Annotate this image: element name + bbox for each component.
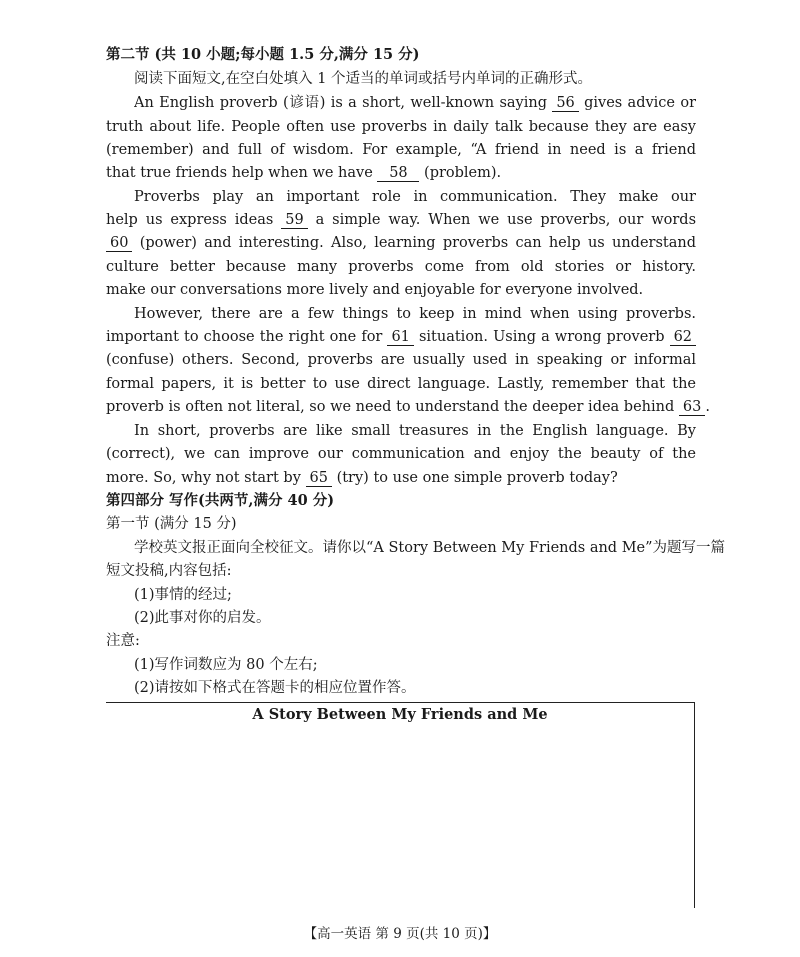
passage-line: However, there are a few things to keep in mind when using proverbs. bbox=[134, 306, 696, 322]
blank-61[interactable]: 61 bbox=[387, 329, 413, 346]
answer-box-title: A Story Between My Friends and Me bbox=[252, 706, 548, 723]
blank-65[interactable]: 65 bbox=[306, 470, 332, 487]
section-instruction: 阅读下面短文,在空白处填入 1 个适当的单词或括号内单词的正确形式。 bbox=[134, 71, 593, 87]
passage-line: truth about life. People often use proverbs in daily talk because they are easy bbox=[106, 116, 696, 138]
blank-58[interactable]: 58 bbox=[377, 165, 419, 182]
passage-line: that true friends help when we have 58 (problem). bbox=[106, 165, 502, 181]
note-2: (2)请按如下格式在答题卡的相应位置作答。 bbox=[134, 680, 416, 696]
page-footer: 【高一英语 第 9 页(共 10 页)】 bbox=[303, 926, 497, 942]
passage-line: important to choose the right one for 61 situation. Using a wrong proverb 62 bbox=[106, 326, 696, 348]
note-1: (1)写作词数应为 80 个左右; bbox=[134, 657, 318, 673]
passage-line: more. So, why not start by 65 (try) to use one simple proverb today? bbox=[106, 470, 618, 486]
passage-line: make our conversations more lively and enjoyable for everyone involved. bbox=[106, 282, 644, 298]
passage-line: 60 (power) and interesting. Also, learning proverbs can help us understand bbox=[106, 232, 696, 254]
part4-heading: 第四部分 写作(共两节,满分 40 分) bbox=[106, 492, 335, 509]
passage-line: Proverbs play an important role in communication. They make our bbox=[134, 189, 696, 205]
passage-line: help us express ideas 59 a simple way. When we use proverbs, our words bbox=[106, 212, 696, 228]
passage-line: proverb is often not literal, so we need to understand the deeper idea behind 63 . bbox=[106, 399, 710, 415]
passage-line: formal papers, it is better to use direct language. Lastly, remember that the bbox=[106, 376, 696, 392]
blank-59[interactable]: 59 bbox=[281, 212, 307, 229]
passage-line: In short, proverbs are like small treasures in the English language. By bbox=[134, 420, 696, 442]
section1-heading: 第一节 (满分 15 分) bbox=[106, 516, 237, 532]
passage-line: (correct), we can improve our communication and enjoy the beauty of the bbox=[106, 446, 696, 462]
passage-line: (remember) and full of wisdom. For example, “A friend in need is a friend bbox=[106, 142, 696, 158]
blank-56[interactable]: 56 bbox=[552, 95, 578, 112]
passage-line: (confuse) others. Second, proverbs are usually used in speaking or informal bbox=[106, 352, 696, 368]
passage-line: culture better because many proverbs come from old stories or history. bbox=[106, 259, 696, 275]
writing-prompt: 学校英文报正面向全校征文。请你以“A Story Between My Friends and Me”为题写一篇 bbox=[134, 540, 726, 556]
blank-63[interactable]: 63 bbox=[679, 399, 705, 416]
writing-prompt-cont: 短文投稿,内容包括: bbox=[106, 563, 232, 579]
notes-label: 注意: bbox=[106, 633, 140, 649]
content-item-2: (2)此事对你的启发。 bbox=[134, 610, 271, 626]
blank-60[interactable]: 60 bbox=[106, 235, 132, 252]
section-heading: 第二节 (共 10 小题;每小题 1.5 分,满分 15 分) bbox=[106, 46, 420, 63]
passage-line: An English proverb (谚语) is a short, well-known saying 56 gives advice or bbox=[134, 95, 696, 111]
blank-62[interactable]: 62 bbox=[670, 329, 696, 346]
answer-box[interactable] bbox=[106, 702, 695, 908]
content-item-1: (1)事情的经过; bbox=[134, 587, 232, 603]
